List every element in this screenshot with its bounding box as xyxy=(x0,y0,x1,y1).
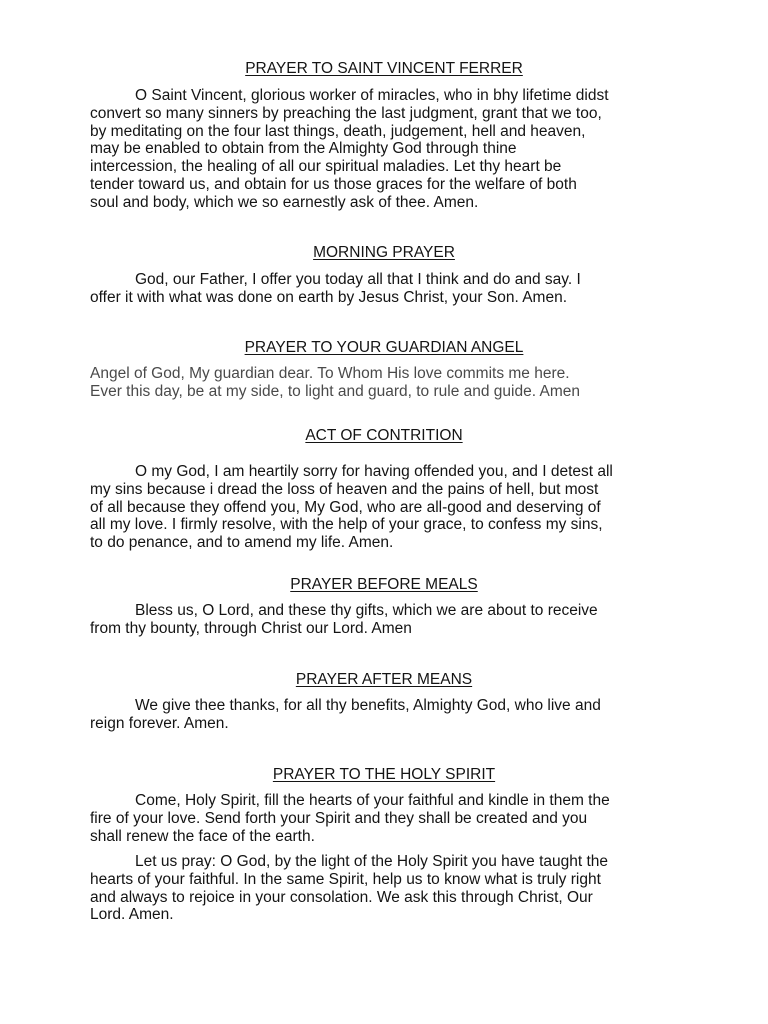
paragraph-prayer-before-meals xyxy=(90,602,690,638)
text-line: all my love. I firmly resolve, with the help of your grace, to confess my sins, xyxy=(90,516,603,534)
text-line: intercession, the healing of all our spiritual maladies. Let thy heart be xyxy=(90,158,562,176)
paragraph-holy-spirit-2 xyxy=(90,853,690,924)
paragraph-act-of-contrition xyxy=(90,463,690,552)
text-line: and always to rejoice in your consolation. We ask this through Christ, Our xyxy=(90,888,593,906)
paragraph-holy-spirit-1 xyxy=(90,792,690,845)
heading-prayer-before-meals: PRAYER BEFORE MEALS xyxy=(290,576,478,593)
text-line: Bless us, O Lord, and these thy gifts, which we are about to receive xyxy=(135,602,598,619)
text-line: Lord. Amen. xyxy=(90,906,174,924)
paragraph-saint-vincent-ferrer xyxy=(90,87,690,212)
text-line: from thy bounty, through Christ our Lord. Amen xyxy=(90,619,412,637)
text-line: Ever this day, be at my side, to light and guard, to rule and guide. Amen xyxy=(90,382,580,400)
text-line: fire of your love. Send forth your Spirit and they shall be created and you xyxy=(90,809,588,827)
paragraph-prayer-after-means xyxy=(90,697,690,733)
text-line: Let us pray: O God, by the light of the Holy Spirit you have taught the xyxy=(135,853,609,870)
text-line: O Saint Vincent, glorious worker of miracles, who in bhy lifetime didst xyxy=(135,87,609,104)
heading-act-of-contrition: ACT OF CONTRITION xyxy=(305,427,463,444)
text-line: O my God, I am heartily sorry for having offended you, and I detest all xyxy=(135,463,613,480)
paragraph-guardian-angel xyxy=(90,365,690,401)
text-line: tender toward us, and obtain for us those graces for the welfare of both xyxy=(90,175,577,193)
text-line: soul and body, which we so earnestly ask of thee. Amen. xyxy=(90,193,479,211)
text-line: convert so many sinners by preaching the last judgment, grant that we too, xyxy=(90,104,602,122)
text-line: to do penance, and to amend my life. Amen. xyxy=(90,534,394,552)
text-line: God, our Father, I offer you today all that I think and do and say. I xyxy=(135,271,581,288)
text-line: hearts of your faithful. In the same Spirit, help us to know what is truly right xyxy=(90,870,601,888)
text-line: We give thee thanks, for all thy benefits, Almighty God, who live and xyxy=(135,697,601,714)
text-line: my sins because i dread the loss of heaven and the pains of hell, but most xyxy=(90,480,599,498)
heading-prayer-holy-spirit: PRAYER TO THE HOLY SPIRIT xyxy=(272,766,496,783)
heading-guardian-angel: PRAYER TO YOUR GUARDIAN ANGEL xyxy=(244,339,524,356)
text-line: by meditating on the four last things, death, judgement, hell and heaven, xyxy=(90,122,586,140)
paragraph-morning-prayer xyxy=(90,271,690,307)
text-line: may be enabled to obtain from the Almighty God through thine xyxy=(90,140,517,158)
heading-morning-prayer: MORNING PRAYER xyxy=(313,244,455,261)
text-line: reign forever. Amen. xyxy=(90,714,229,732)
text-line: offer it with what was done on earth by Jesus Christ, your Son. Amen. xyxy=(90,288,568,306)
text-line: shall renew the face of the earth. xyxy=(90,827,315,845)
text-line: Angel of God, My guardian dear. To Whom His love commits me here. xyxy=(90,365,570,382)
text-line: Come, Holy Spirit, fill the hearts of your faithful and kindle in them the xyxy=(135,792,610,809)
heading-prayer-after-means: PRAYER AFTER MEANS xyxy=(295,671,473,688)
heading-saint-vincent-ferrer: PRAYER TO SAINT VINCENT FERRER xyxy=(245,60,523,77)
text-line: of all because they offend you, My God, who are all-good and deserving of xyxy=(90,498,601,516)
